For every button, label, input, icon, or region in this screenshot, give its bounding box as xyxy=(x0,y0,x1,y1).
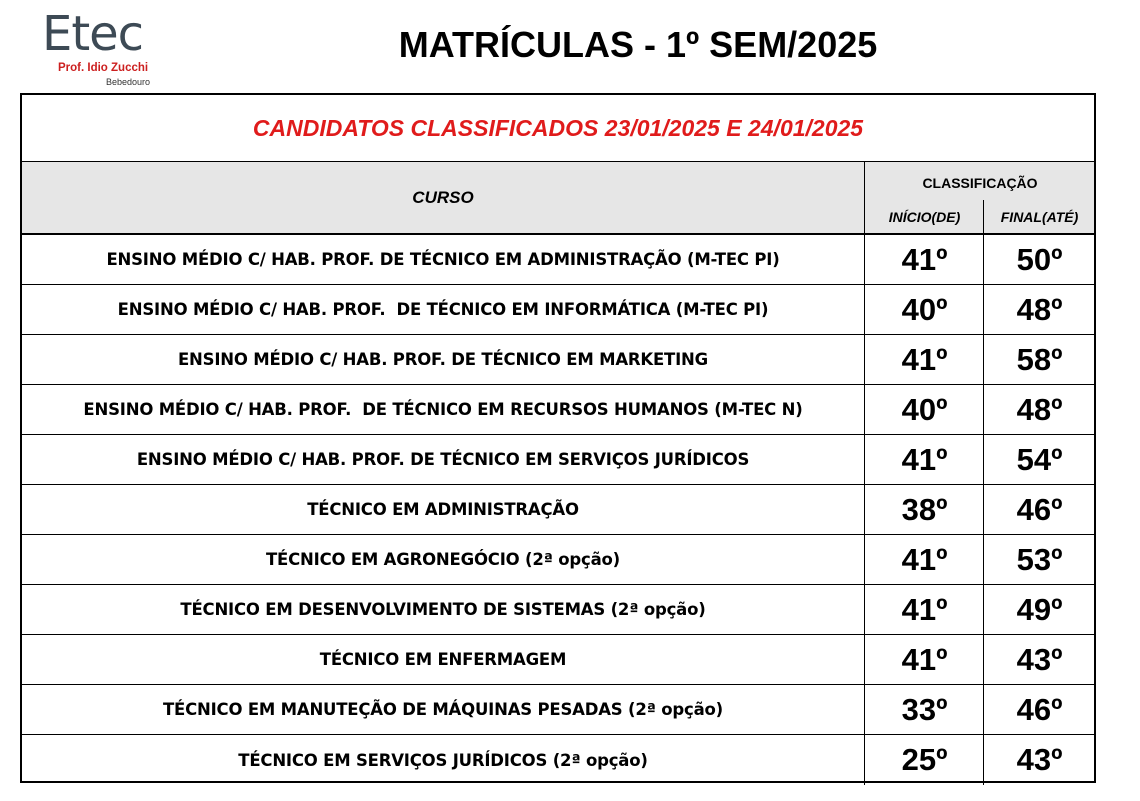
start-cell: 41º xyxy=(866,535,984,584)
end-cell: 53º xyxy=(1016,541,1063,577)
start-cell: 41º xyxy=(866,235,984,284)
start-cell: 41º xyxy=(866,585,984,634)
table-row xyxy=(22,685,1094,735)
end-cell: 46º xyxy=(1016,691,1063,727)
banner xyxy=(22,95,1094,162)
end-cell: 54º xyxy=(1016,441,1063,477)
course-cell: TÉCNICO EM MANUTEÇÃO DE MÁQUINAS PESADAS (2ª opção) xyxy=(22,685,865,734)
logo-school: Prof. Idio Zucchi xyxy=(58,62,149,74)
header-start: INÍCIO(DE) xyxy=(866,200,984,233)
table-row xyxy=(22,535,1094,585)
start-cell: 41º xyxy=(866,635,984,684)
course-cell: TÉCNICO EM AGRONEGÓCIO (2ª opção) xyxy=(22,535,865,584)
table-row xyxy=(22,385,1094,435)
table-row xyxy=(22,585,1094,635)
start-cell: 40º xyxy=(866,385,984,434)
course-cell: ENSINO MÉDIO C/ HAB. PROF. DE TÉCNICO EM MARKETING xyxy=(22,335,865,384)
course-cell: TÉCNICO EM ENFERMAGEM xyxy=(22,635,865,684)
table-row xyxy=(22,285,1094,335)
end-cell: 48º xyxy=(1016,291,1063,327)
classification-table xyxy=(20,93,1096,783)
table-row xyxy=(22,735,1094,785)
course-cell: ENSINO MÉDIO C/ HAB. PROF. DE TÉCNICO EM SERVIÇOS JURÍDICOS xyxy=(22,435,865,484)
banner-text: CANDIDATOS CLASSIFICADOS 23/01/2025 E 24/01/2025 xyxy=(252,114,864,141)
logo-city: Bebedouro xyxy=(106,77,151,87)
course-cell: TÉCNICO EM DESENVOLVIMENTO DE SISTEMAS (2ª opção) xyxy=(22,585,865,634)
header-classification: CLASSIFICAÇÃO xyxy=(922,175,1038,191)
header-course: CURSO xyxy=(22,162,865,233)
end-cell: 43º xyxy=(1016,641,1063,677)
end-cell: 43º xyxy=(1016,742,1063,777)
table-row xyxy=(22,635,1094,685)
start-cell: 38º xyxy=(866,485,984,534)
table-row xyxy=(22,335,1094,385)
table-row xyxy=(22,435,1094,485)
table-body xyxy=(22,235,1094,785)
end-cell: 49º xyxy=(1016,591,1063,627)
course-cell: ENSINO MÉDIO C/ HAB. PROF. DE TÉCNICO EM RECURSOS HUMANOS (M-TEC N) xyxy=(22,385,865,434)
table-row xyxy=(22,235,1094,285)
table-header xyxy=(22,162,1094,235)
start-cell: 41º xyxy=(866,435,984,484)
end-cell: 46º xyxy=(1016,491,1063,527)
course-cell: TÉCNICO EM ADMINISTRAÇÃO xyxy=(22,485,865,534)
header-end: FINAL(ATÉ) xyxy=(1000,208,1079,225)
start-cell: 40º xyxy=(866,285,984,334)
start-cell: 41º xyxy=(866,335,984,384)
end-cell: 48º xyxy=(1016,391,1063,427)
start-cell: 25º xyxy=(866,735,984,785)
course-cell: TÉCNICO EM SERVIÇOS JURÍDICOS (2ª opção) xyxy=(22,735,865,785)
end-cell: 58º xyxy=(1016,341,1063,377)
logo-name: Etec xyxy=(42,6,144,62)
course-cell: ENSINO MÉDIO C/ HAB. PROF. DE TÉCNICO EM INFORMÁTICA (M-TEC PI) xyxy=(22,285,865,334)
end-cell: 50º xyxy=(1016,241,1063,277)
page-title: MATRÍCULAS - 1º SEM/2025 xyxy=(398,24,878,65)
table-row xyxy=(22,485,1094,535)
start-cell: 33º xyxy=(866,685,984,734)
etec-logo xyxy=(42,6,167,86)
course-cell: ENSINO MÉDIO C/ HAB. PROF. DE TÉCNICO EM ADMINISTRAÇÃO (M-TEC PI) xyxy=(22,235,865,284)
